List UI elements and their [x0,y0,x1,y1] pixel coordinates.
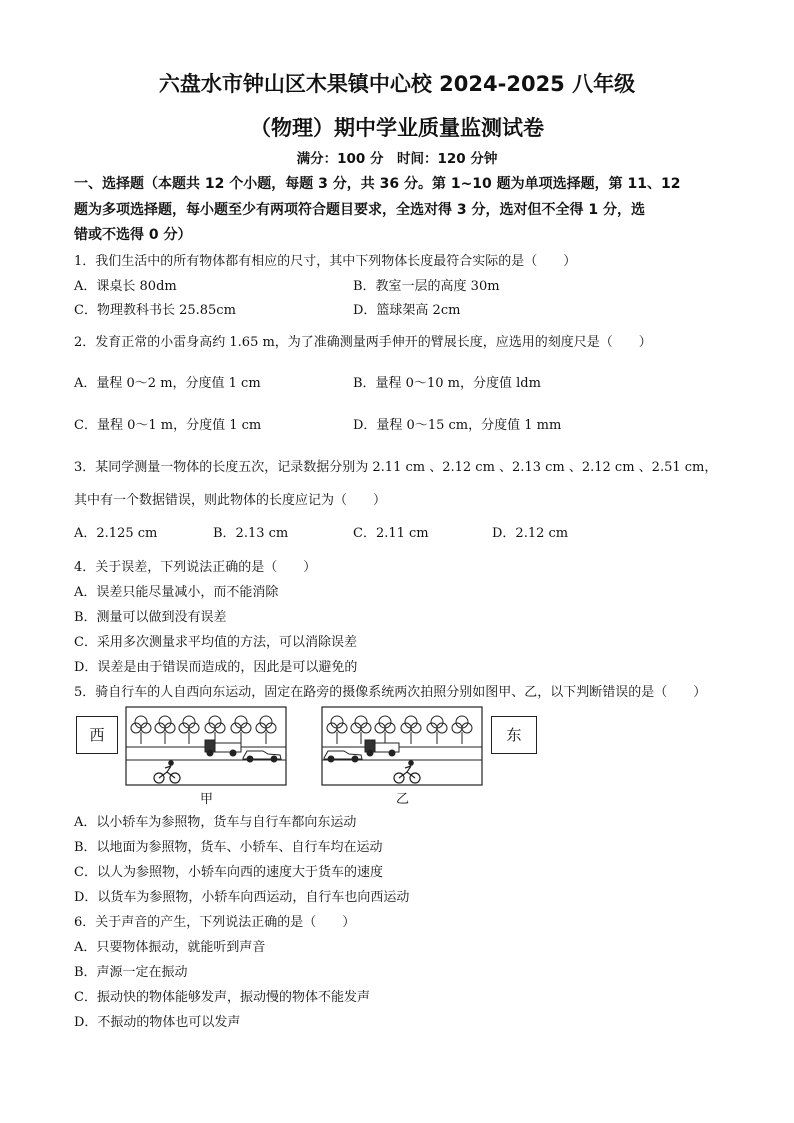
q3-stem-line1: 3．某同学测量一物体的长度五次，记录数据分别为 2.11 cm 、2.12 cm 、2.13 cm 、2.12 cm 、2.51 cm， [74,460,718,475]
q5-option-c: C．以人为参照物，小轿车向西的速度大于货车的速度 [74,865,383,880]
q6-option-d: D．不振动的物体也可以发声 [74,1015,241,1030]
q1-option-b: B．教室一层的高度 30m [353,279,500,294]
q3-option-c: C．2.11 cm [353,526,429,541]
exam-title-line2: （物理）期中学业质量监测试卷 [250,116,544,140]
q4-option-c: C．采用多次测量求平均值的方法，可以消除误差 [74,635,357,650]
section-heading-line1: 一、选择题（本题共 12 个小题，每题 3 分，共 36 分。第 1~10 题为单项选择题，第 11、12 [74,176,681,192]
exam-title-line1: 六盘水市钟山区木果镇中心校 2024-2025 八年级 [158,72,636,96]
trees [131,716,276,744]
q4-option-b: B．测量可以做到没有误差 [74,610,227,625]
figure-jia-caption: 甲 [200,792,214,807]
trees [327,716,472,744]
truck [205,740,241,756]
q1-option-a: A．课桌长 80dm [74,279,177,294]
q2-option-d: D．量程 0～15 cm，分度值 1 mm [353,418,562,433]
section-heading-line3: 错或不选得 0 分） [74,227,192,243]
q3-stem-line2: 其中有一个数据错误，则此物体的长度应记为（ ） [74,493,387,508]
q4-option-d: D．误差是由于错误而造成的，因此是可以避免的 [74,660,358,675]
q3-option-a: A．2.125 cm [74,526,158,541]
q4-stem: 4．关于误差，下列说法正确的是（ ） [74,560,317,575]
q5-option-d: D．以货车为参照物，小轿车向西运动，自行车也向西运动 [74,890,410,905]
q2-option-c: C．量程 0～1 m，分度值 1 cm [74,418,262,433]
q6-option-c: C．振动快的物体能够发声，振动慢的物体不能发声 [74,990,370,1005]
q6-option-a: A．只要物体振动，就能听到声音 [74,940,266,955]
section-heading-line2: 题为多项选择题，每小题至少有两项符合题目要求，全选对得 3 分，选对但不全得 1 分，选 [74,202,645,218]
q2-option-b: B．量程 0～10 m，分度值 ldm [353,376,541,391]
q5-stem: 5．骑自行车的人自西向东运动，固定在路旁的摄像系统两次拍照分别如图甲、乙，以下判断错误的是（ ） [74,685,707,700]
cyclist [394,761,420,783]
q2-option-a: A．量程 0～2 m，分度值 1 cm [74,376,261,391]
figure-yi-caption: 乙 [396,792,410,807]
q4-option-a: A．误差只能尽量减小，而不能消除 [74,585,279,600]
q1-option-c: C．物理教科书长 25.85cm [74,303,236,318]
q5-option-a: A．以小轿车为参照物，货车与自行车都向东运动 [74,815,357,830]
figure-yi [321,706,483,786]
west-label-box: 西 [76,716,118,754]
q6-option-b: B．声源一定在振动 [74,965,188,980]
q1-option-d: D．篮球架高 2cm [353,303,461,318]
q5-option-b: B．以地面为参照物，货车、小轿车、自行车均在运动 [74,840,383,855]
east-label-box: 东 [491,716,537,754]
figure-jia [125,706,287,786]
truck [365,740,399,756]
exam-meta: 满分：100 分 时间：120 分钟 [296,151,498,167]
q3-option-d: D．2.12 cm [492,526,569,541]
q6-stem: 6．关于声音的产生，下列说法正确的是（ ） [74,915,356,930]
cyclist [154,761,180,783]
q2-stem: 2．发育正常的小雷身高约 1.65 m，为了准确测量两手伸开的臂展长度，应选用的刻度尺是（ ） [74,335,652,350]
q1-stem: 1．我们生活中的所有物体都有相应的尺寸，其中下列物体长度最符合实际的是（ ） [74,254,577,269]
q3-option-b: B．2.13 cm [213,526,289,541]
